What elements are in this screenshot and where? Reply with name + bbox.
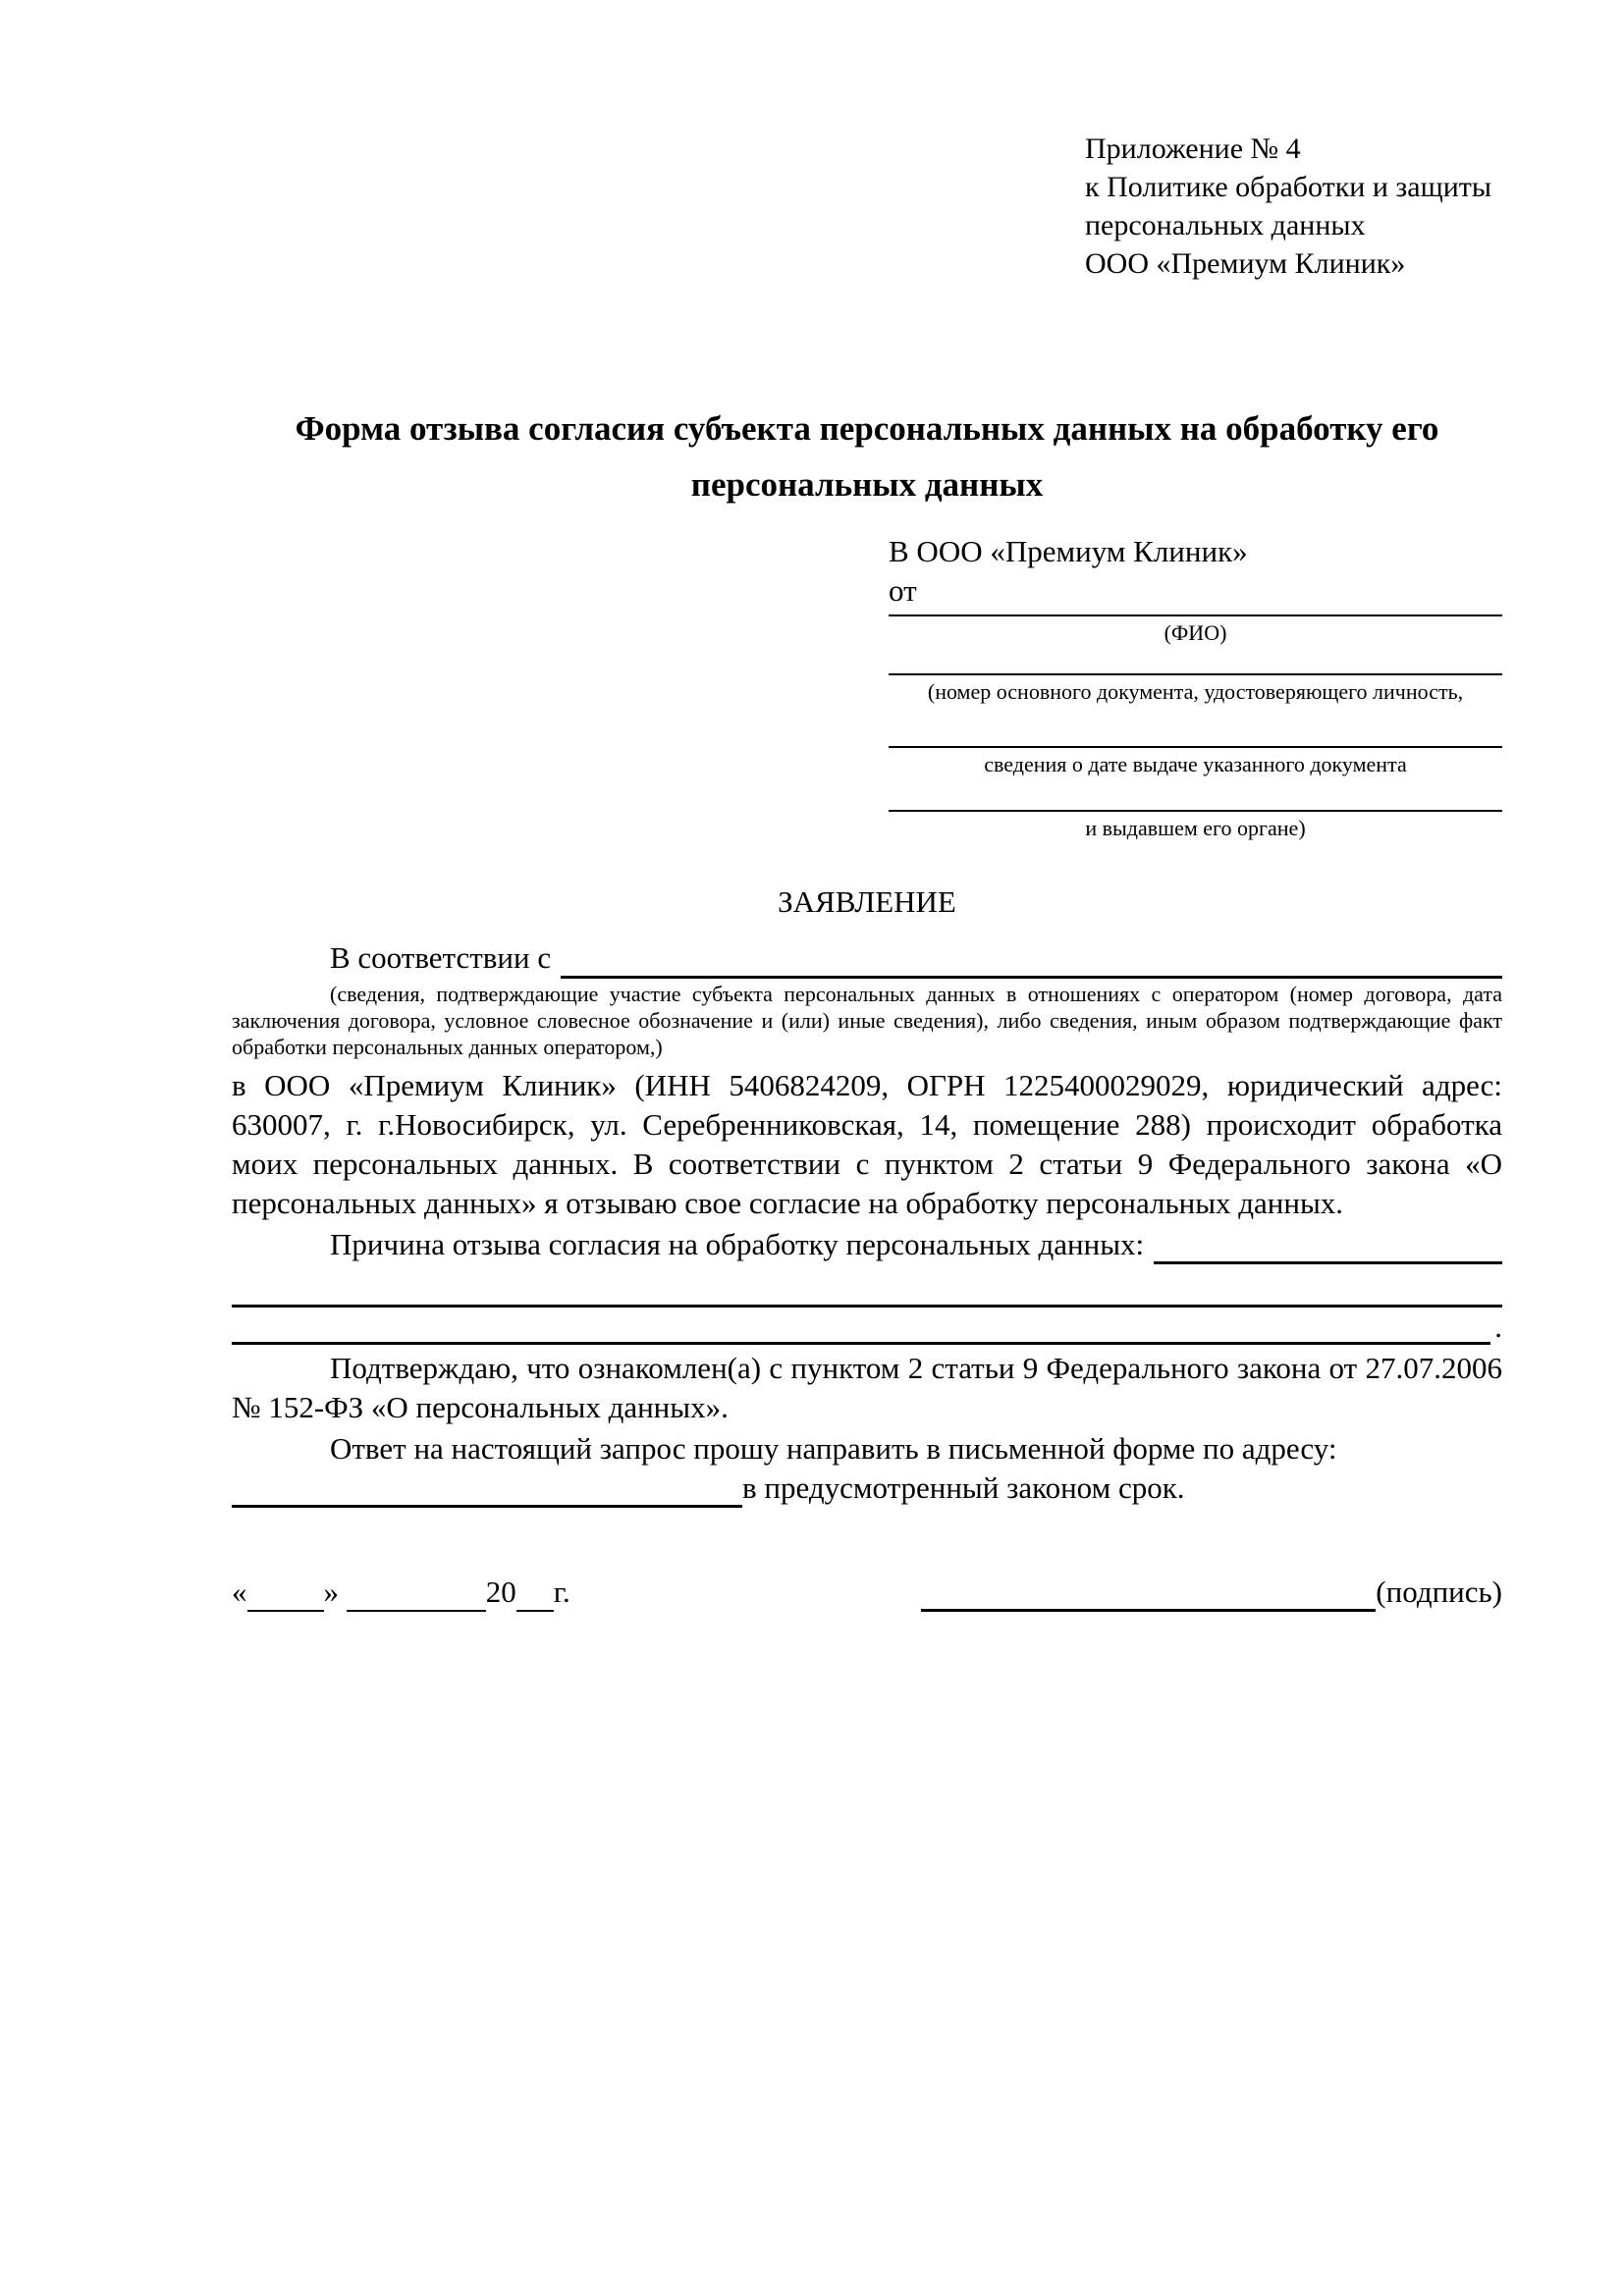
- addressee-block: [889, 532, 1502, 843]
- confirmation-paragraph: Подтверждаю, что ознакомлен(а) с пунктом 2 статьи 9 Федерального закона от 27.07.2006 № 152-ФЗ «О персональных данных».: [232, 1351, 1502, 1424]
- annex-line: к Политике обработки и защиты: [1085, 171, 1492, 203]
- issue-date-blank-field: [889, 707, 1502, 748]
- intro-prefix: В соответствии с: [330, 940, 552, 975]
- reply-address-blank-field: [232, 1472, 742, 1508]
- document-number-caption: (номер основного документа, удостоверяющего личность,: [927, 679, 1464, 704]
- reason-terminator: .: [1494, 1309, 1502, 1344]
- month-blank-field: [347, 1578, 486, 1612]
- year-suffix: г.: [553, 1575, 570, 1609]
- reason-blank-field-end: [232, 1309, 1490, 1345]
- signature-area: [921, 1573, 1502, 1612]
- year-blank-field: [516, 1578, 554, 1612]
- issue-date-caption: сведения о дате выдаче указанного документа: [984, 752, 1407, 776]
- intro-blank-field: [561, 941, 1502, 979]
- day-blank-field: [247, 1578, 324, 1612]
- signature-caption: (подпись): [1376, 1575, 1502, 1609]
- reason-blank-line-1: [232, 1264, 1502, 1308]
- annex-line: ООО «Премиум Клиник»: [1085, 247, 1406, 280]
- footer-row: [232, 1573, 1502, 1612]
- reason-blank-field: [1154, 1229, 1502, 1264]
- date-quote-open: «: [232, 1575, 247, 1609]
- document-number-blank-field: [889, 648, 1502, 675]
- fio-caption: (ФИО): [1164, 620, 1227, 645]
- reply-address-row: [232, 1468, 1502, 1508]
- reply-tail: в предусмотренный законом срок.: [742, 1470, 1185, 1505]
- annex-line: персональных данных: [1085, 209, 1366, 241]
- reason-label: Причина отзыва согласия на обработку персональных данных:: [330, 1227, 1145, 1261]
- issuing-authority-caption: и выдавшем его органе): [1085, 816, 1306, 840]
- issuing-authority-blank-field: [889, 779, 1502, 812]
- annex-line: Приложение № 4: [1085, 133, 1301, 165]
- annex-header: [1085, 130, 1502, 283]
- date-quote-close: »: [323, 1575, 339, 1609]
- addressee-to: В ООО «Премиум Клиник»: [889, 534, 1248, 568]
- intro-footnote: (сведения, подтверждающие участие субъекта персональных данных в отношениях с оператором (номер договора, дата заключения договора, условное словесное обозначение и (или) иные сведения), либо сведения, иным образом подтверждающие факт обработки персональных данных оператором,): [232, 982, 1502, 1059]
- reason-blank-line-2: [232, 1308, 1502, 1345]
- statement-body: в ООО «Премиум Клиник» (ИНН 5406824209, ОГРН 1225400029029, юридический адрес: 630007, г. г.Новосибирск, ул. Серебренниковская, 14, помещение 288) происходит обработка моих персональных данных. В соответствии с пунктом 2 статьи 9 Федерального закона «О персональных данных» я отзываю свое согласие на обработку персональных данных.: [232, 1068, 1502, 1220]
- reply-request: Ответ на настоящий запрос прошу направить в письменной форме по адресу:: [330, 1431, 1337, 1466]
- page-title: Форма отзыва согласия субъекта персональных данных на обработку его персональных данных: [295, 409, 1439, 504]
- year-prefix: 20: [485, 1575, 516, 1609]
- statement-heading: ЗАЯВЛЕНИЕ: [778, 884, 956, 919]
- date-line: [232, 1573, 570, 1612]
- addressee-from-label: от: [889, 573, 917, 608]
- signature-blank-field: [921, 1576, 1376, 1612]
- intro-row: [232, 937, 1502, 979]
- reason-row: [232, 1225, 1502, 1264]
